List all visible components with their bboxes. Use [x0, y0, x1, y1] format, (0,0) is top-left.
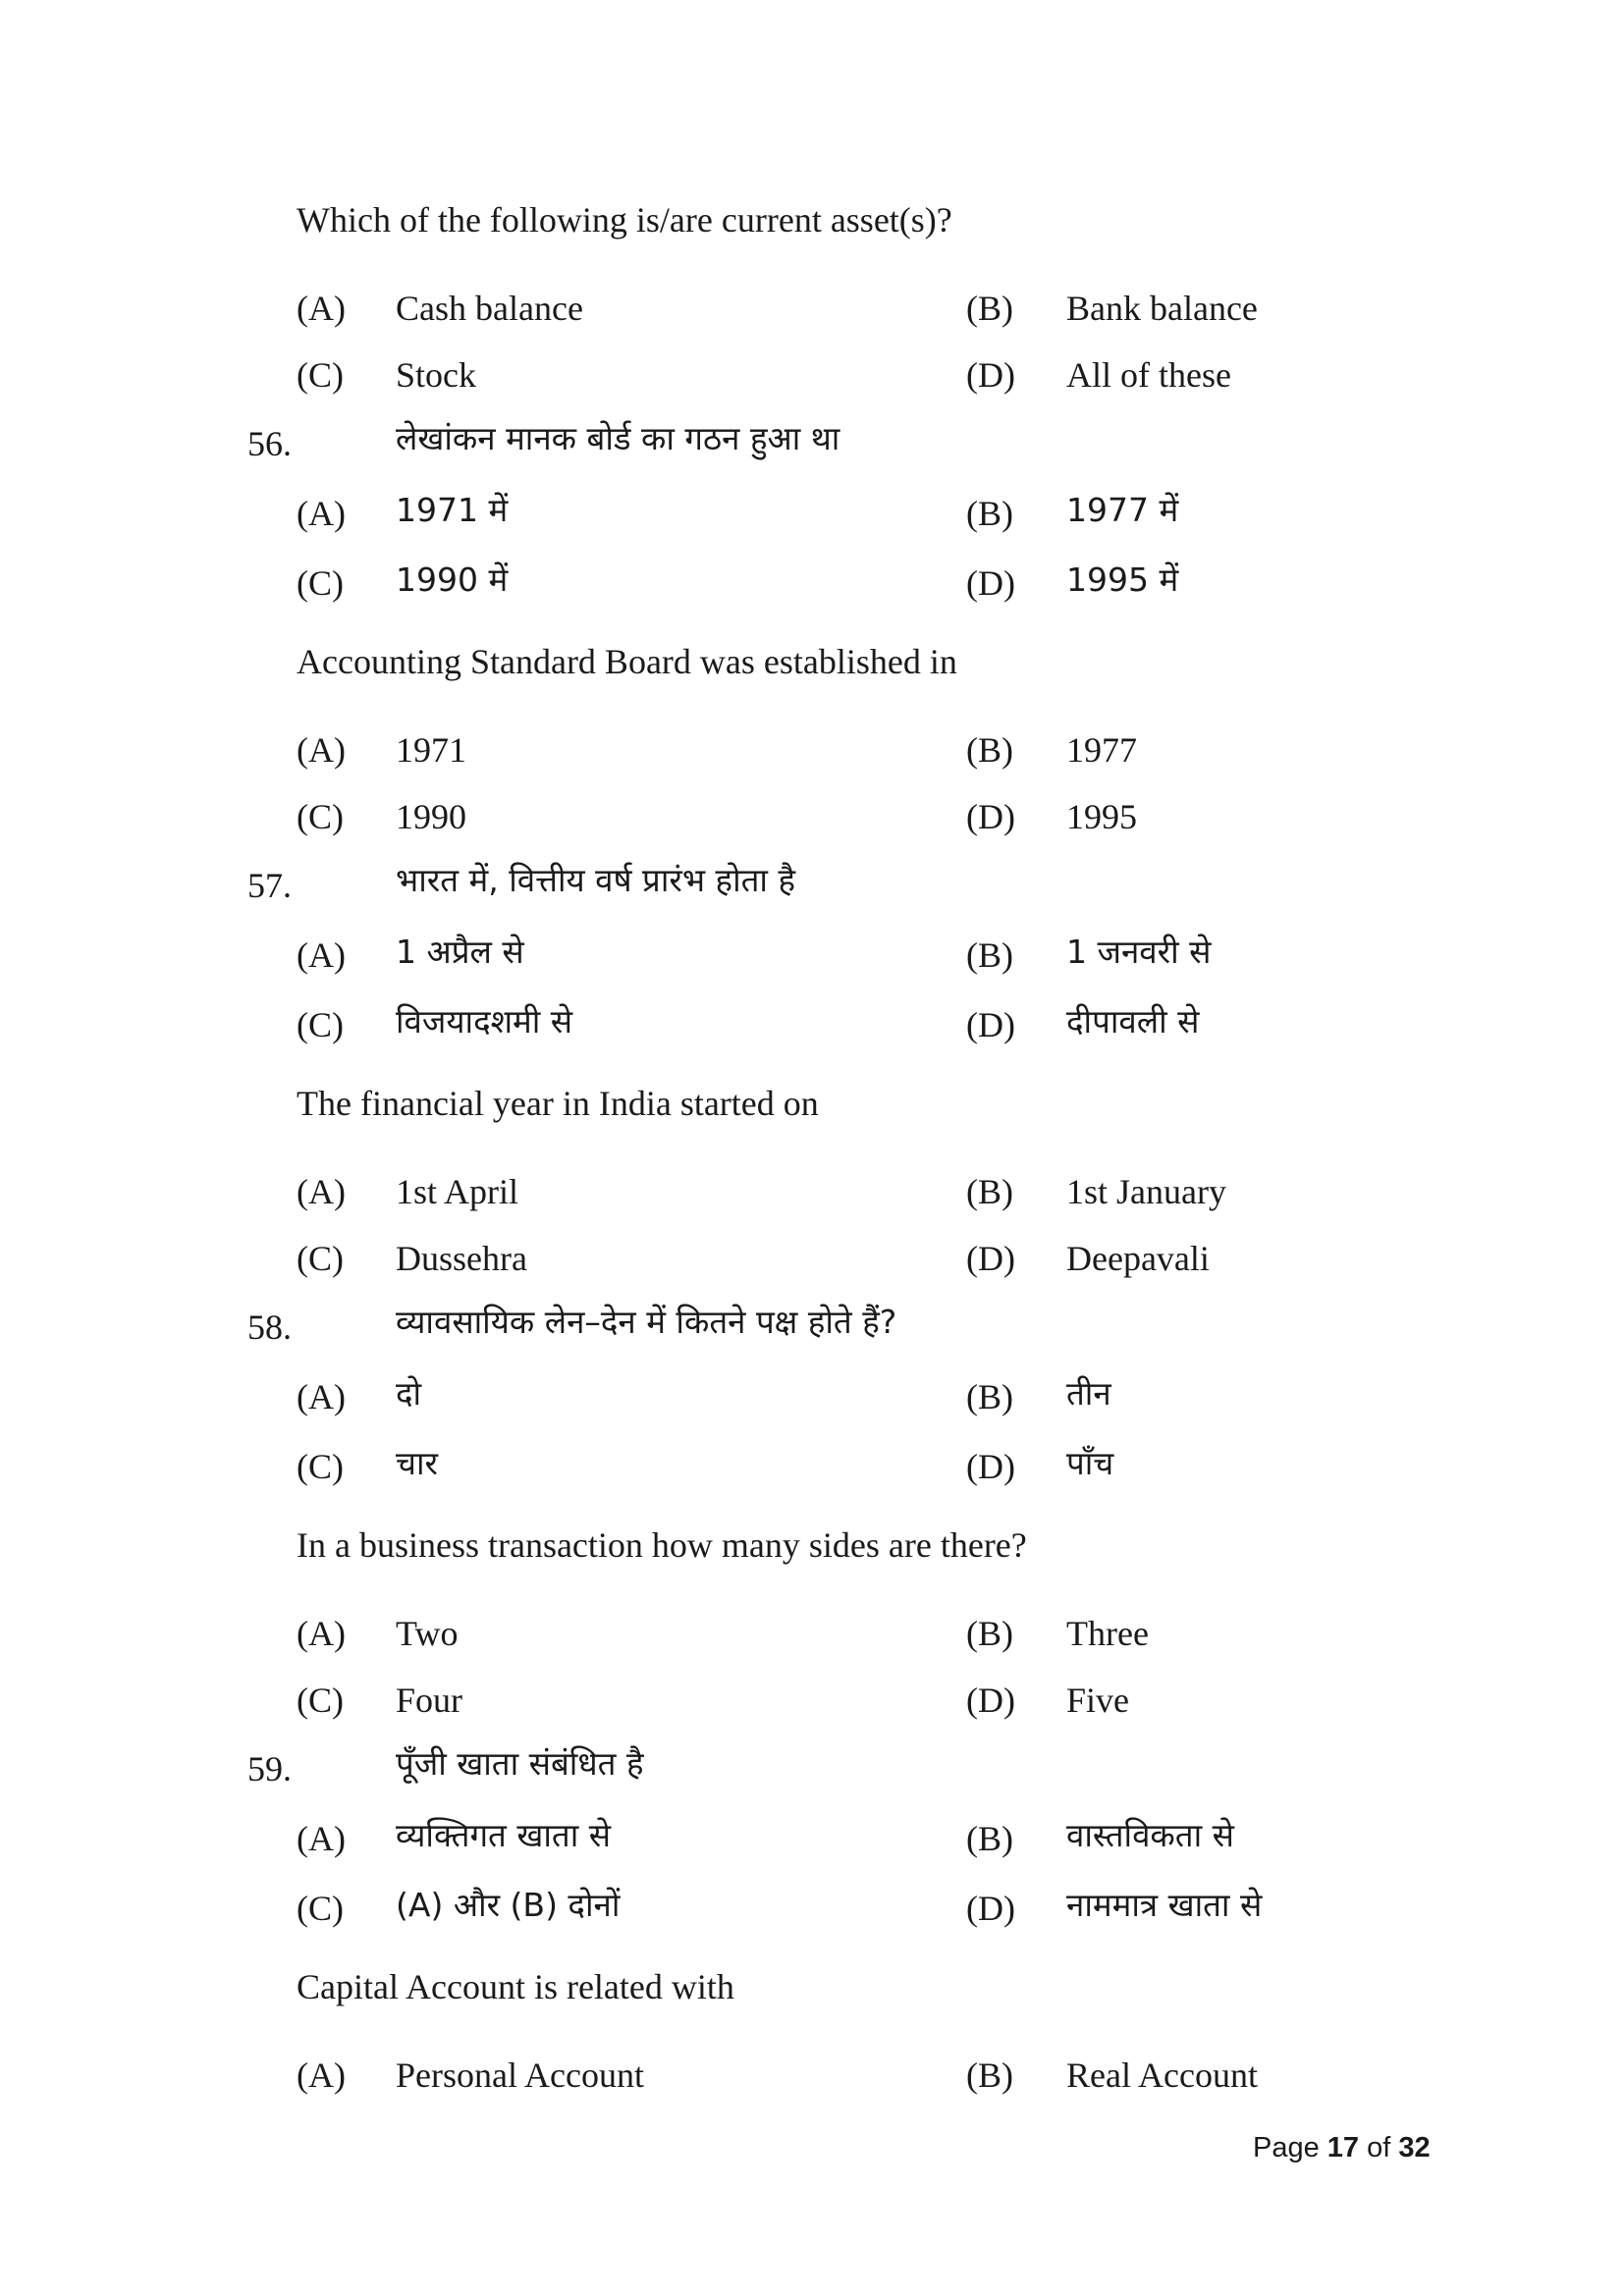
question-number-56: 56.	[247, 424, 292, 463]
option-text: All of these	[1066, 355, 1231, 395]
question-text-58-hi: व्यावसायिक लेन–देन में कितने पक्ष होते हैं?	[396, 1303, 897, 1341]
option-text: पाँच	[1066, 1444, 1114, 1482]
question-text-56-en: Accounting Standard Board was established in	[297, 642, 957, 681]
current-page-number: 17	[1326, 2132, 1360, 2163]
option-letter: (A)	[297, 730, 346, 770]
option-text: 1 अप्रैल से	[396, 933, 524, 971]
option-letter: (B)	[966, 1614, 1013, 1653]
option-text: Deepavali	[1066, 1239, 1210, 1278]
option-letter: (A)	[297, 935, 346, 975]
option-letter: (A)	[297, 494, 346, 533]
option-text: 1977	[1066, 730, 1137, 770]
page-footer	[1253, 2134, 1431, 2163]
question-text-57-en: The financial year in India started on	[297, 1084, 819, 1123]
option-text: चार	[396, 1444, 438, 1482]
option-letter: (D)	[966, 355, 1015, 395]
option-letter: (D)	[966, 1239, 1015, 1278]
option-text: 1971	[396, 730, 466, 770]
option-letter: (D)	[966, 797, 1015, 836]
option-letter: (A)	[297, 2056, 346, 2095]
page-word: Page	[1253, 2132, 1320, 2163]
option-text: 1st April	[396, 1172, 519, 1211]
option-text: Stock	[396, 355, 477, 395]
question-number-59: 59.	[247, 1749, 292, 1789]
option-letter: (D)	[966, 1889, 1015, 1928]
question-number-58: 58.	[247, 1308, 292, 1347]
option-text: विजयादशमी से	[396, 1002, 573, 1041]
option-letter: (D)	[966, 1447, 1015, 1486]
option-letter: (B)	[966, 2056, 1013, 2095]
question-text-58-en: In a business transaction how many sides are there?	[297, 1525, 1027, 1565]
option-text: 1st January	[1066, 1172, 1226, 1211]
question-text-56-hi: लेखांकन मानक बोर्ड का गठन हुआ था	[396, 419, 840, 457]
option-text: Personal Account	[396, 2056, 644, 2095]
option-letter: (B)	[966, 1172, 1013, 1211]
question-text-59-hi: पूँजी खाता संबंधित है	[396, 1744, 644, 1783]
option-letter: (B)	[966, 494, 1013, 533]
option-text: Five	[1066, 1681, 1130, 1720]
option-text: दो	[396, 1374, 422, 1413]
option-letter: (C)	[297, 1889, 344, 1928]
option-letter: (C)	[297, 1681, 344, 1720]
option-letter: (A)	[297, 289, 346, 328]
option-letter: (A)	[297, 1614, 346, 1653]
option-text: व्यक्तिगत खाता से	[396, 1816, 612, 1854]
option-letter: (B)	[966, 935, 1013, 975]
option-text: 1977 में	[1066, 491, 1179, 529]
option-text: Dussehra	[396, 1239, 527, 1278]
option-text: Four	[396, 1681, 463, 1720]
total-pages-number: 32	[1398, 2132, 1431, 2163]
option-text: Two	[396, 1614, 459, 1653]
question-text-57-hi: भारत में, वित्तीय वर्ष प्रारंभ होता है	[396, 861, 795, 899]
option-letter: (B)	[966, 289, 1013, 328]
option-text: दीपावली से	[1066, 1002, 1200, 1041]
option-letter: (A)	[297, 1377, 346, 1416]
option-letter: (C)	[297, 797, 344, 836]
option-text: 1 जनवरी से	[1066, 933, 1212, 971]
option-letter: (D)	[966, 563, 1015, 603]
option-letter: (A)	[297, 1172, 346, 1211]
question-text-59-en: Capital Account is related with	[297, 1967, 734, 2006]
option-text: Bank balance	[1066, 289, 1258, 328]
question-text-55-en: Which of the following is/are current asset(s)?	[297, 200, 952, 240]
option-letter: (A)	[297, 1819, 346, 1858]
of-word: of	[1367, 2132, 1391, 2163]
option-text: (A) और (B) दोनों	[396, 1886, 621, 1924]
option-letter: (D)	[966, 1005, 1015, 1044]
option-letter: (C)	[297, 1447, 344, 1486]
option-letter: (B)	[966, 730, 1013, 770]
option-text: नाममात्र खाता से	[1066, 1886, 1263, 1924]
option-text: Three	[1066, 1614, 1149, 1653]
option-text: Real Account	[1066, 2056, 1258, 2095]
option-text: 1971 में	[396, 491, 509, 529]
option-text: वास्तविकता से	[1066, 1816, 1234, 1854]
option-text: 1990 में	[396, 561, 509, 599]
option-letter: (B)	[966, 1377, 1013, 1416]
option-text: 1995 में	[1066, 561, 1179, 599]
option-letter: (C)	[297, 1005, 344, 1044]
question-number-57: 57.	[247, 866, 292, 905]
option-letter: (C)	[297, 563, 344, 603]
option-letter: (C)	[297, 1239, 344, 1278]
option-letter: (D)	[966, 1681, 1015, 1720]
option-letter: (C)	[297, 355, 344, 395]
option-text: तीन	[1066, 1374, 1111, 1413]
option-text: 1990	[396, 797, 466, 836]
option-text: Cash balance	[396, 289, 583, 328]
option-letter: (B)	[966, 1819, 1013, 1858]
option-text: 1995	[1066, 797, 1137, 836]
